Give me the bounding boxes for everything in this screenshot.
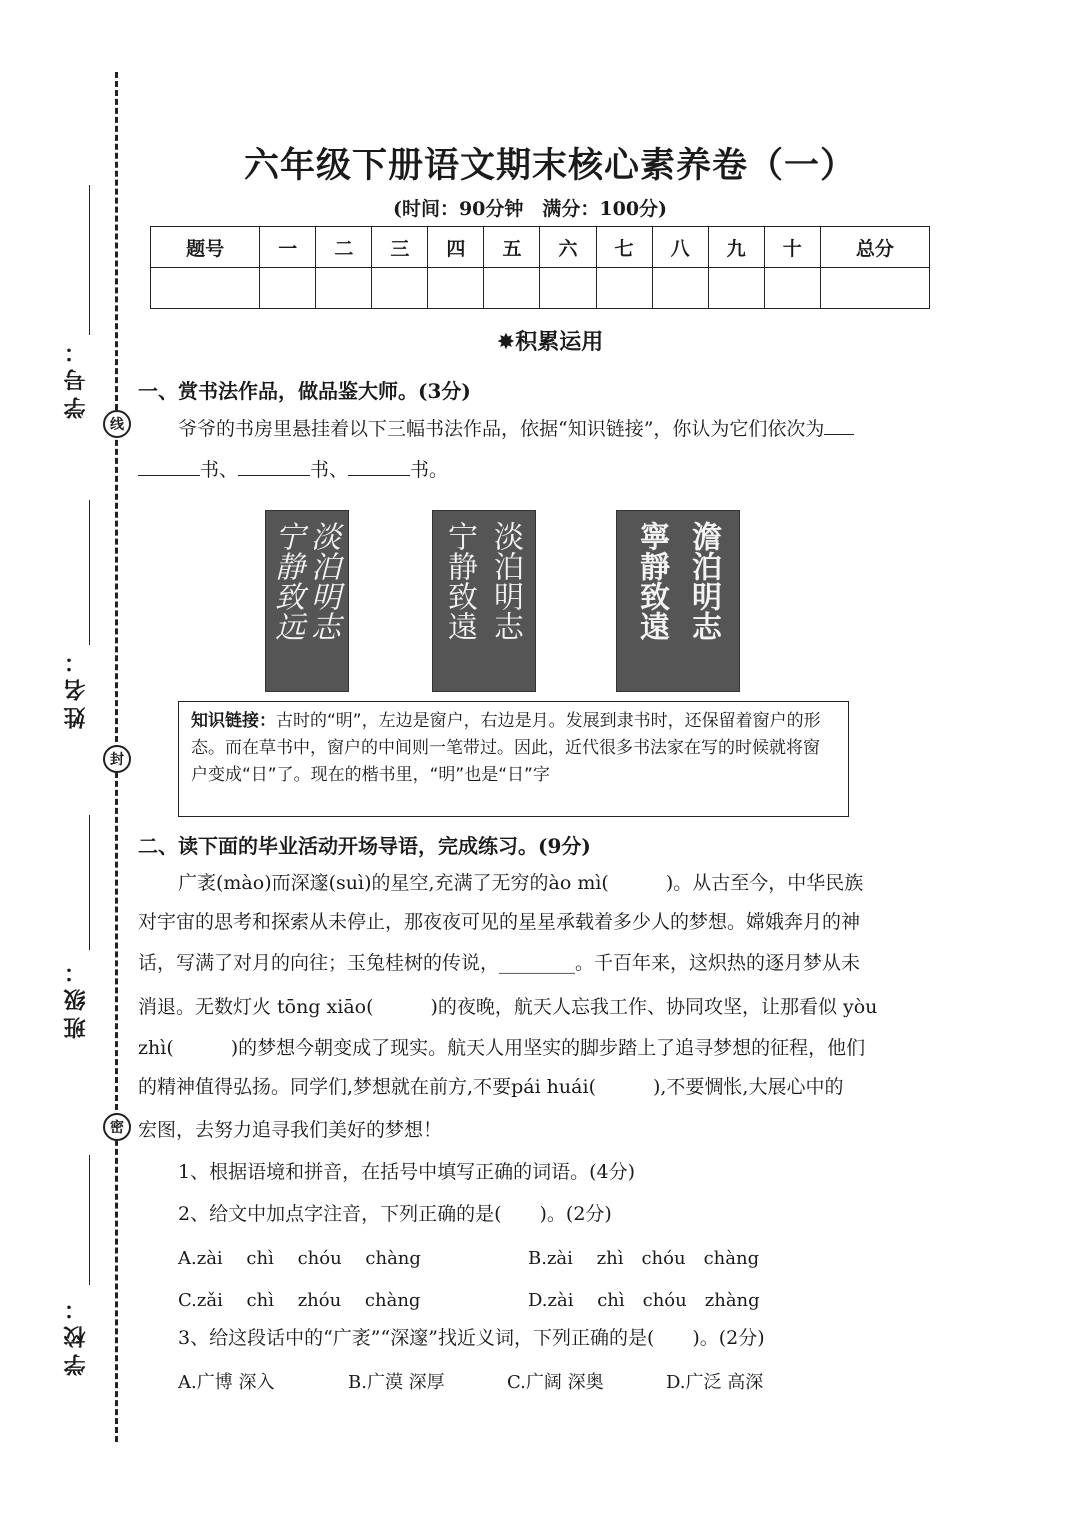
q2-paragraph-line: 的精神值得弘扬。同学们,梦想就在前方,不要pái huái( ),不要惆怅,大展心中的 [138,1076,844,1098]
q2-paragraph-line: zhì( )的梦想今朝变成了现实。航天人用坚实的脚步踏上了追寻梦想的征程，他们 [138,1037,866,1059]
q1-suffix: 书、 [200,459,239,481]
score-cell[interactable] [652,268,708,309]
q2-sub3-option-d[interactable]: D.广泛 高深 [666,1372,764,1393]
q1-intro [178,409,948,450]
score-table-header-row [151,227,930,268]
seal-xian: 线 [103,410,131,438]
score-header-cell: 二 [316,227,372,268]
calligraphy-left-column: 寧靜致遠 [634,521,669,641]
name-underline [89,500,90,645]
calligraphy-right-column: 淡泊明志 [488,521,523,641]
score-table [150,226,930,309]
q2-sub3-option-a[interactable]: A.广博 深入 [178,1372,275,1393]
calligraphy-work-regular [432,510,536,692]
answer-blank[interactable] [824,412,854,435]
class-label: 班级： [63,955,89,1039]
q2-sub3: 3、给这段话中的“广袤”“深邃”找近义词，下列正确的是( )。(2分) [178,1327,765,1349]
answer-blank[interactable] [348,453,410,476]
score-table-score-row [151,268,930,309]
q2-heading: 二、读下面的毕业活动开场导语，完成练习。(9分) [138,834,591,858]
score-cell[interactable] [428,268,484,309]
calligraphy-work-cursive [265,510,349,692]
calligraphy-right-column: 澹泊明志 [686,521,721,641]
score-header-cell: 四 [428,227,484,268]
score-header-cell: 一 [260,227,316,268]
number-label: 学号： [63,335,89,419]
score-cell[interactable] [151,268,260,309]
score-header-cell: 总分 [820,227,929,268]
q2-sub3-option-c[interactable]: C.广阔 深奥 [507,1372,604,1393]
calligraphy-left-column: 宁静致遠 [442,521,477,641]
score-cell[interactable] [708,268,764,309]
q2-paragraph-line: 消退。无数灯火 tōng xiāo( )的夜晚，航天人忘我工作、协同攻坚，让那看似 yòu [138,996,878,1018]
score-header-cell: 六 [540,227,596,268]
score-header-cell: 八 [652,227,708,268]
score-header-cell: 九 [708,227,764,268]
calligraphy-left-column: 宁静致远 [269,521,304,641]
page-subtitle: (时间：90分钟 满分：100分) [392,198,668,220]
q2-sub2-option-c[interactable]: C.zǎi chì zhóu chàng [178,1290,421,1311]
score-cell[interactable] [820,268,929,309]
q2-paragraph-line: 广袤(mào)而深邃(suì)的星空,充满了无穷的ào mì( )。从古至今，中华民族 [178,872,864,894]
q2-paragraph-line: 对宇宙的思考和探索从未停止，那夜夜可见的星星承载着多少人的梦想。嫦娥奔月的神 [138,911,861,933]
q1-blanks-line [138,450,938,491]
score-cell[interactable] [260,268,316,309]
q2-paragraph-line: 话，写满了对月的向往；玉兔桂树的传说，________。千百年来，这炽热的逐月梦从未 [138,952,861,974]
seal-feng: 封 [103,745,131,773]
knowledge-text: 古时的“明”，左边是窗户，右边是月。发展到隶书时，还保留着窗户的形态。而在草书中，窗户的中间则一笔带过。因此，近代很多书法家在写的时候就将窗户变成“日”了。现在的楷书里，“明”也是“日”字 [191,711,821,785]
knowledge-link-box [178,701,849,817]
score-cell[interactable] [596,268,652,309]
q2-sub1: 1、根据语境和拼音，在括号中填写正确的词语。(4分) [178,1161,636,1183]
answer-blank[interactable] [138,453,200,476]
score-cell[interactable] [316,268,372,309]
q1-heading: 一、赏书法作品，做品鉴大师。(3分) [138,379,471,403]
q2-sub3-option-b[interactable]: B.广漠 深厚 [348,1372,445,1393]
score-header-cell: 题号 [151,227,260,268]
score-header-cell: 十 [764,227,820,268]
seal-mi: 密 [103,1113,131,1141]
score-header-cell: 三 [372,227,428,268]
score-cell[interactable] [540,268,596,309]
q1-intro-text: 爷爷的书房里悬挂着以下三幅书法作品，依据“知识链接”，你认为它们依次为 [178,418,825,440]
q2-sub2-option-a[interactable]: A.zài chì chóu chàng [178,1248,421,1269]
score-header-cell: 七 [596,227,652,268]
school-label: 学校： [63,1292,89,1376]
q1-suffix: 书。 [410,459,449,481]
answer-blank[interactable] [238,453,310,476]
q2-sub2-option-b[interactable]: B.zài zhì chóu chàng [528,1248,760,1269]
score-header-cell: 五 [484,227,540,268]
name-label: 姓名： [63,645,89,729]
q2-sub2-option-d[interactable]: D.zài chì chóu zhàng [528,1290,760,1311]
knowledge-label: 知识链接： [191,711,276,731]
q1-suffix: 书、 [310,459,349,481]
q2-paragraph-line: 宏图，去努力追寻我们美好的梦想！ [138,1119,443,1141]
q2-sub2: 2、给文中加点字注音，下列正确的是( )。(2分) [178,1203,612,1225]
calligraphy-right-column: 淡泊明志 [305,521,340,641]
calligraphy-work-clerical [616,510,740,692]
score-cell[interactable] [484,268,540,309]
school-underline [89,1155,90,1285]
score-cell[interactable] [764,268,820,309]
class-underline [89,815,90,950]
score-cell[interactable] [372,268,428,309]
section-heading: ✸积累运用 [496,330,604,355]
page-title: 六年级下册语文期末核心素养卷（一） [243,146,856,186]
